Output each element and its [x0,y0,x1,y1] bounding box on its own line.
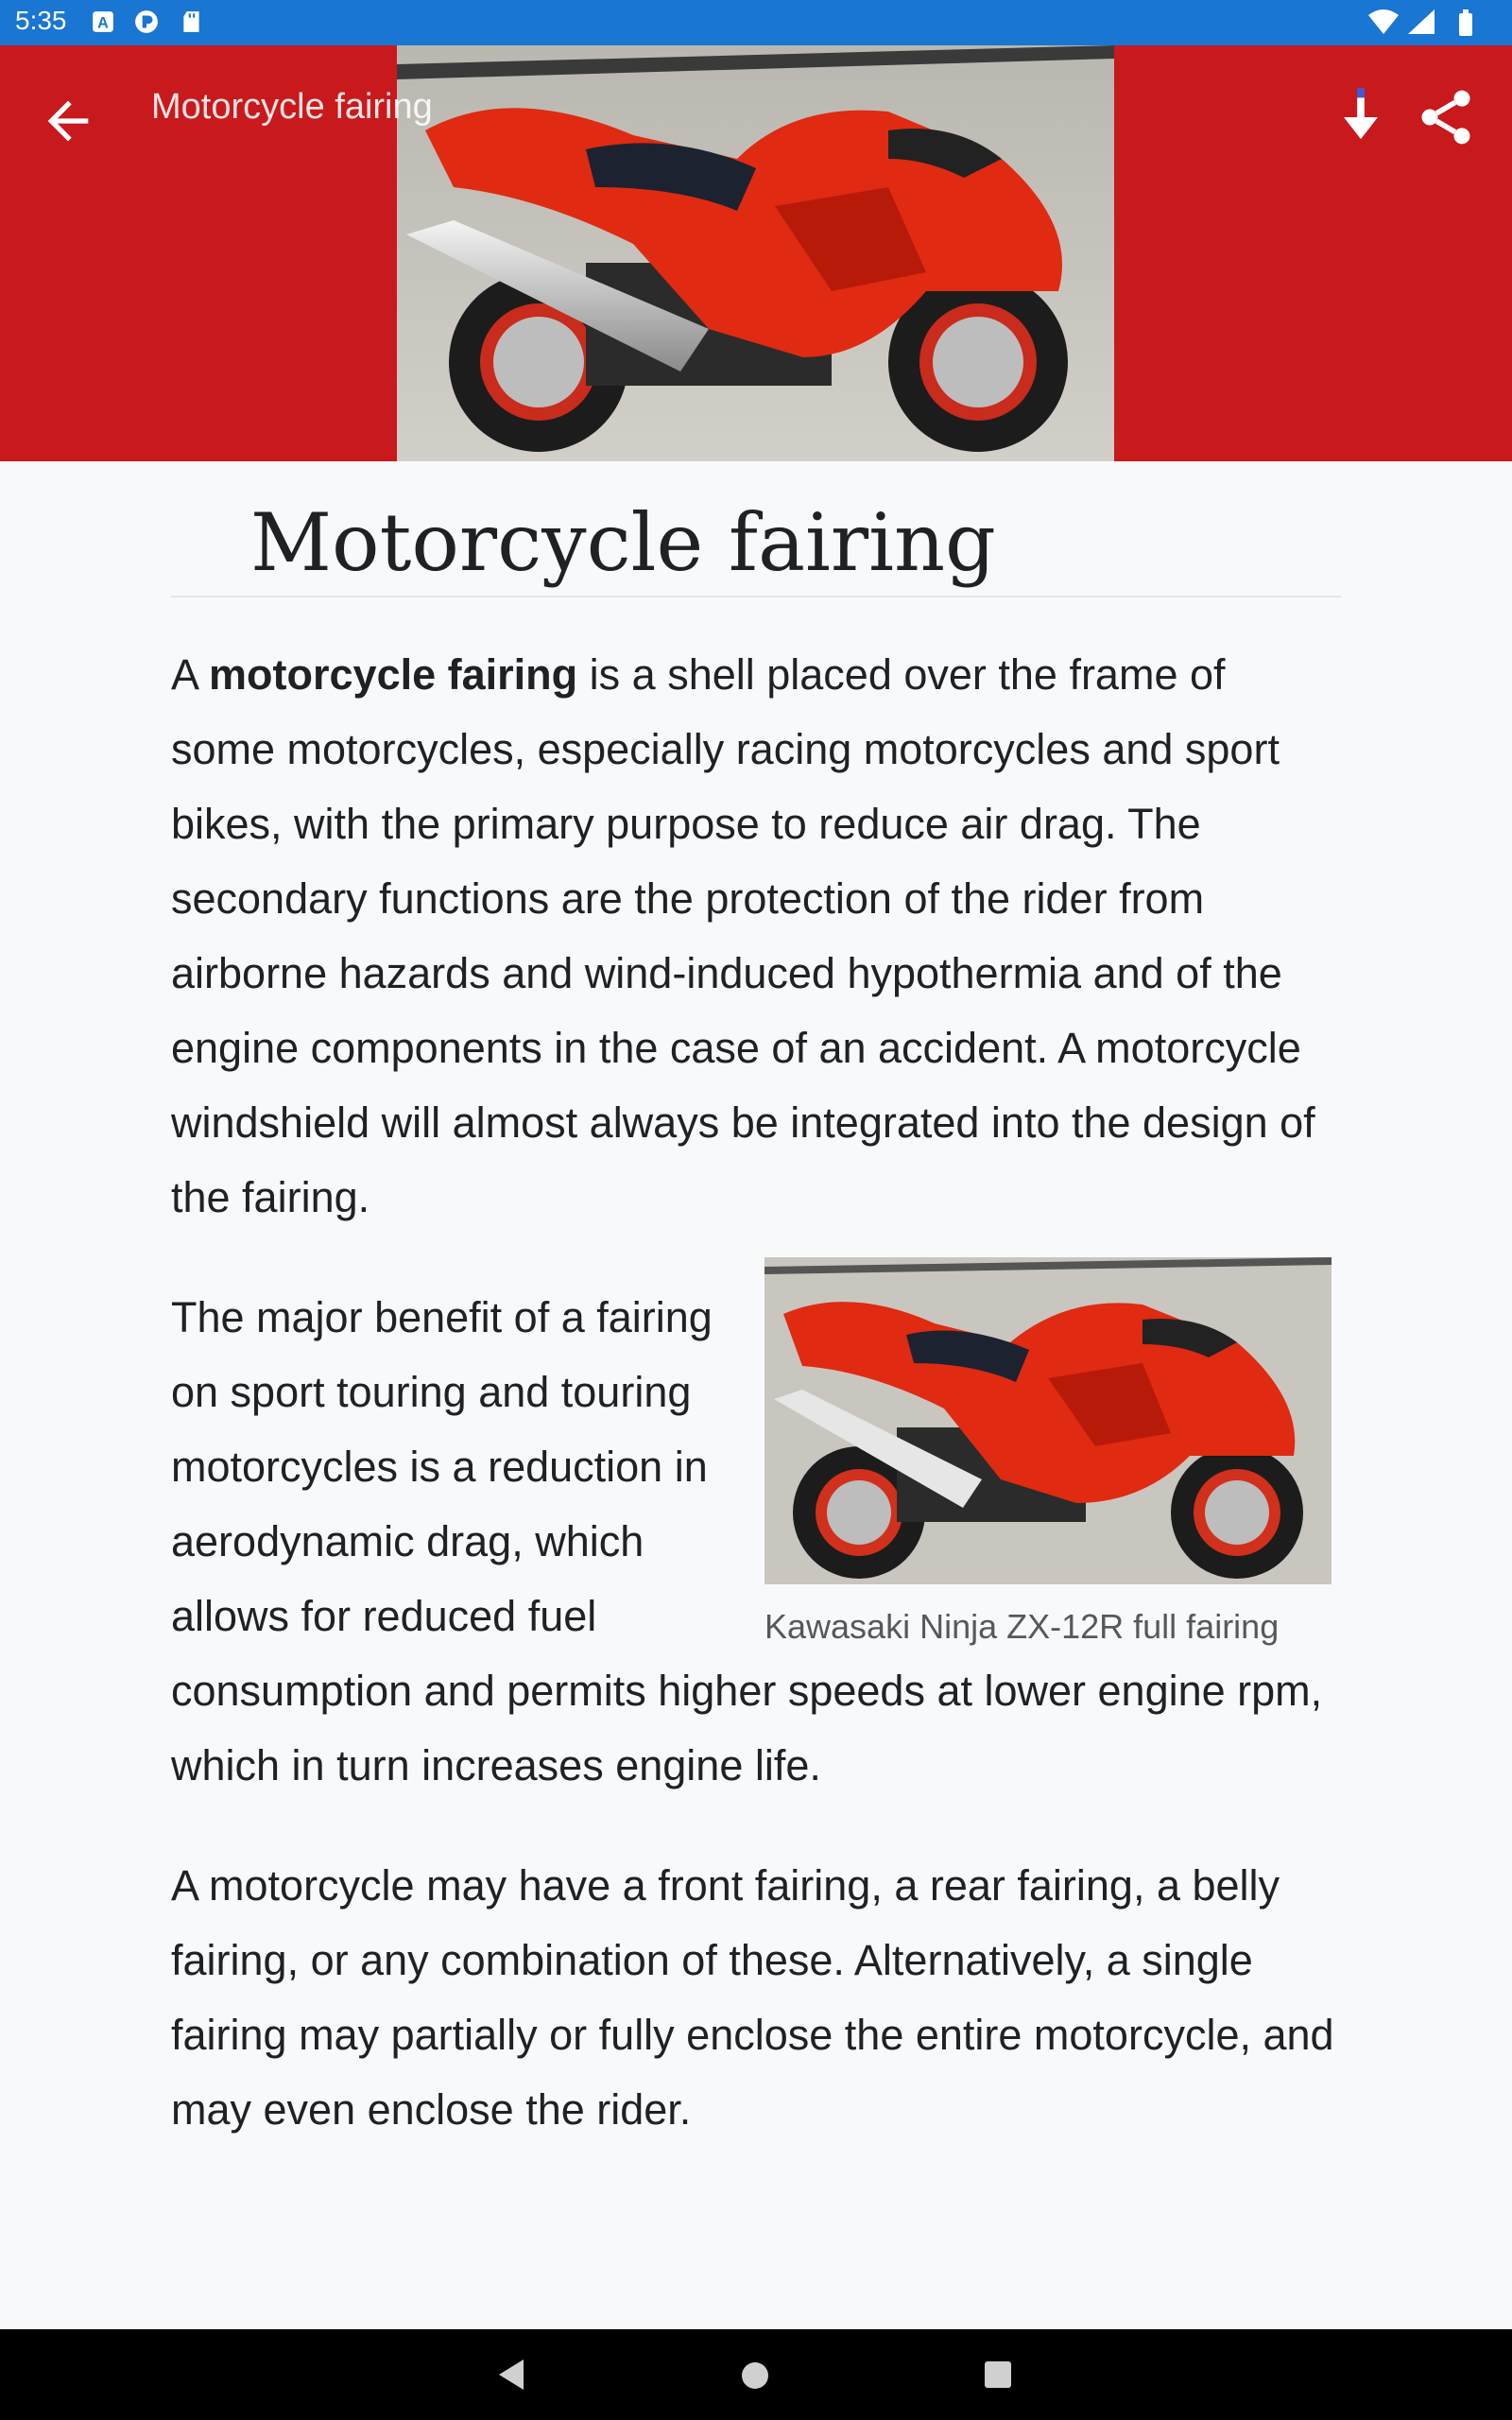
status-time: 5:35 [15,6,67,35]
download-icon[interactable] [1331,83,1391,151]
toolbar-title: Motorcycle fairing [151,87,433,127]
wifi-icon [1368,9,1399,34]
nav-home-icon[interactable] [739,2360,771,2392]
nav-recents-icon[interactable] [983,2360,1013,2390]
intro-prefix: A [171,650,210,699]
article-content [171,461,1341,2147]
page-title: Motorcycle fairing [171,461,1341,597]
intro-text: is a shell placed over the frame of some motorcycles, especially racing motorcycles and sport bikes, with the primary purpose to reduce air drag. The secondary functions are the protection of the rider from airborne hazards and wind-induced hypothermia and of the engine components in the case of an accident. A motorcycle windshield will almost always be integrated into the design of the fairing. [171,650,1315,1221]
back-arrow-icon[interactable] [38,91,98,151]
article-figure[interactable] [765,1235,1332,1647]
svg-text:A: A [97,14,109,32]
status-right-icons [1366,8,1499,38]
intro-bold-term[interactable]: motorcycle fairing [209,650,578,699]
notification-app-icon [134,9,159,34]
hero-motorcycle-image [397,45,1114,461]
intro-paragraph [171,637,1341,1235]
header-toolbar [0,45,1512,461]
figure-caption: Kawasaki Ninja ZX-12R full fairing [765,1607,1280,1646]
status-bar [0,0,1512,45]
figure-motorcycle-image[interactable] [765,1257,1332,1584]
system-nav-bar [0,2329,1512,2420]
share-icon[interactable] [1414,83,1478,151]
sd-card-icon [180,9,204,34]
signal-icon [1408,9,1435,34]
paragraph-3: A motorcycle may have a front fairing, a rear fairing, a belly fairing, or any combination of these. Alternatively, a single fairing may partially or fully enclose the entire motorcycle, and may even enclose the rider. [171,1861,1334,2134]
battery-icon [1459,9,1472,36]
paragraph-2: The major benefit of a fairing on sport touring and touring motorcycles is a reduction in aerodynamic drag, which allows for reduced fuel consumption and permits higher speeds at lower engine rpm, which in turn increases engine life. [171,1293,1323,1789]
notification-a-icon [91,9,115,34]
nav-back-icon[interactable] [495,2358,527,2392]
